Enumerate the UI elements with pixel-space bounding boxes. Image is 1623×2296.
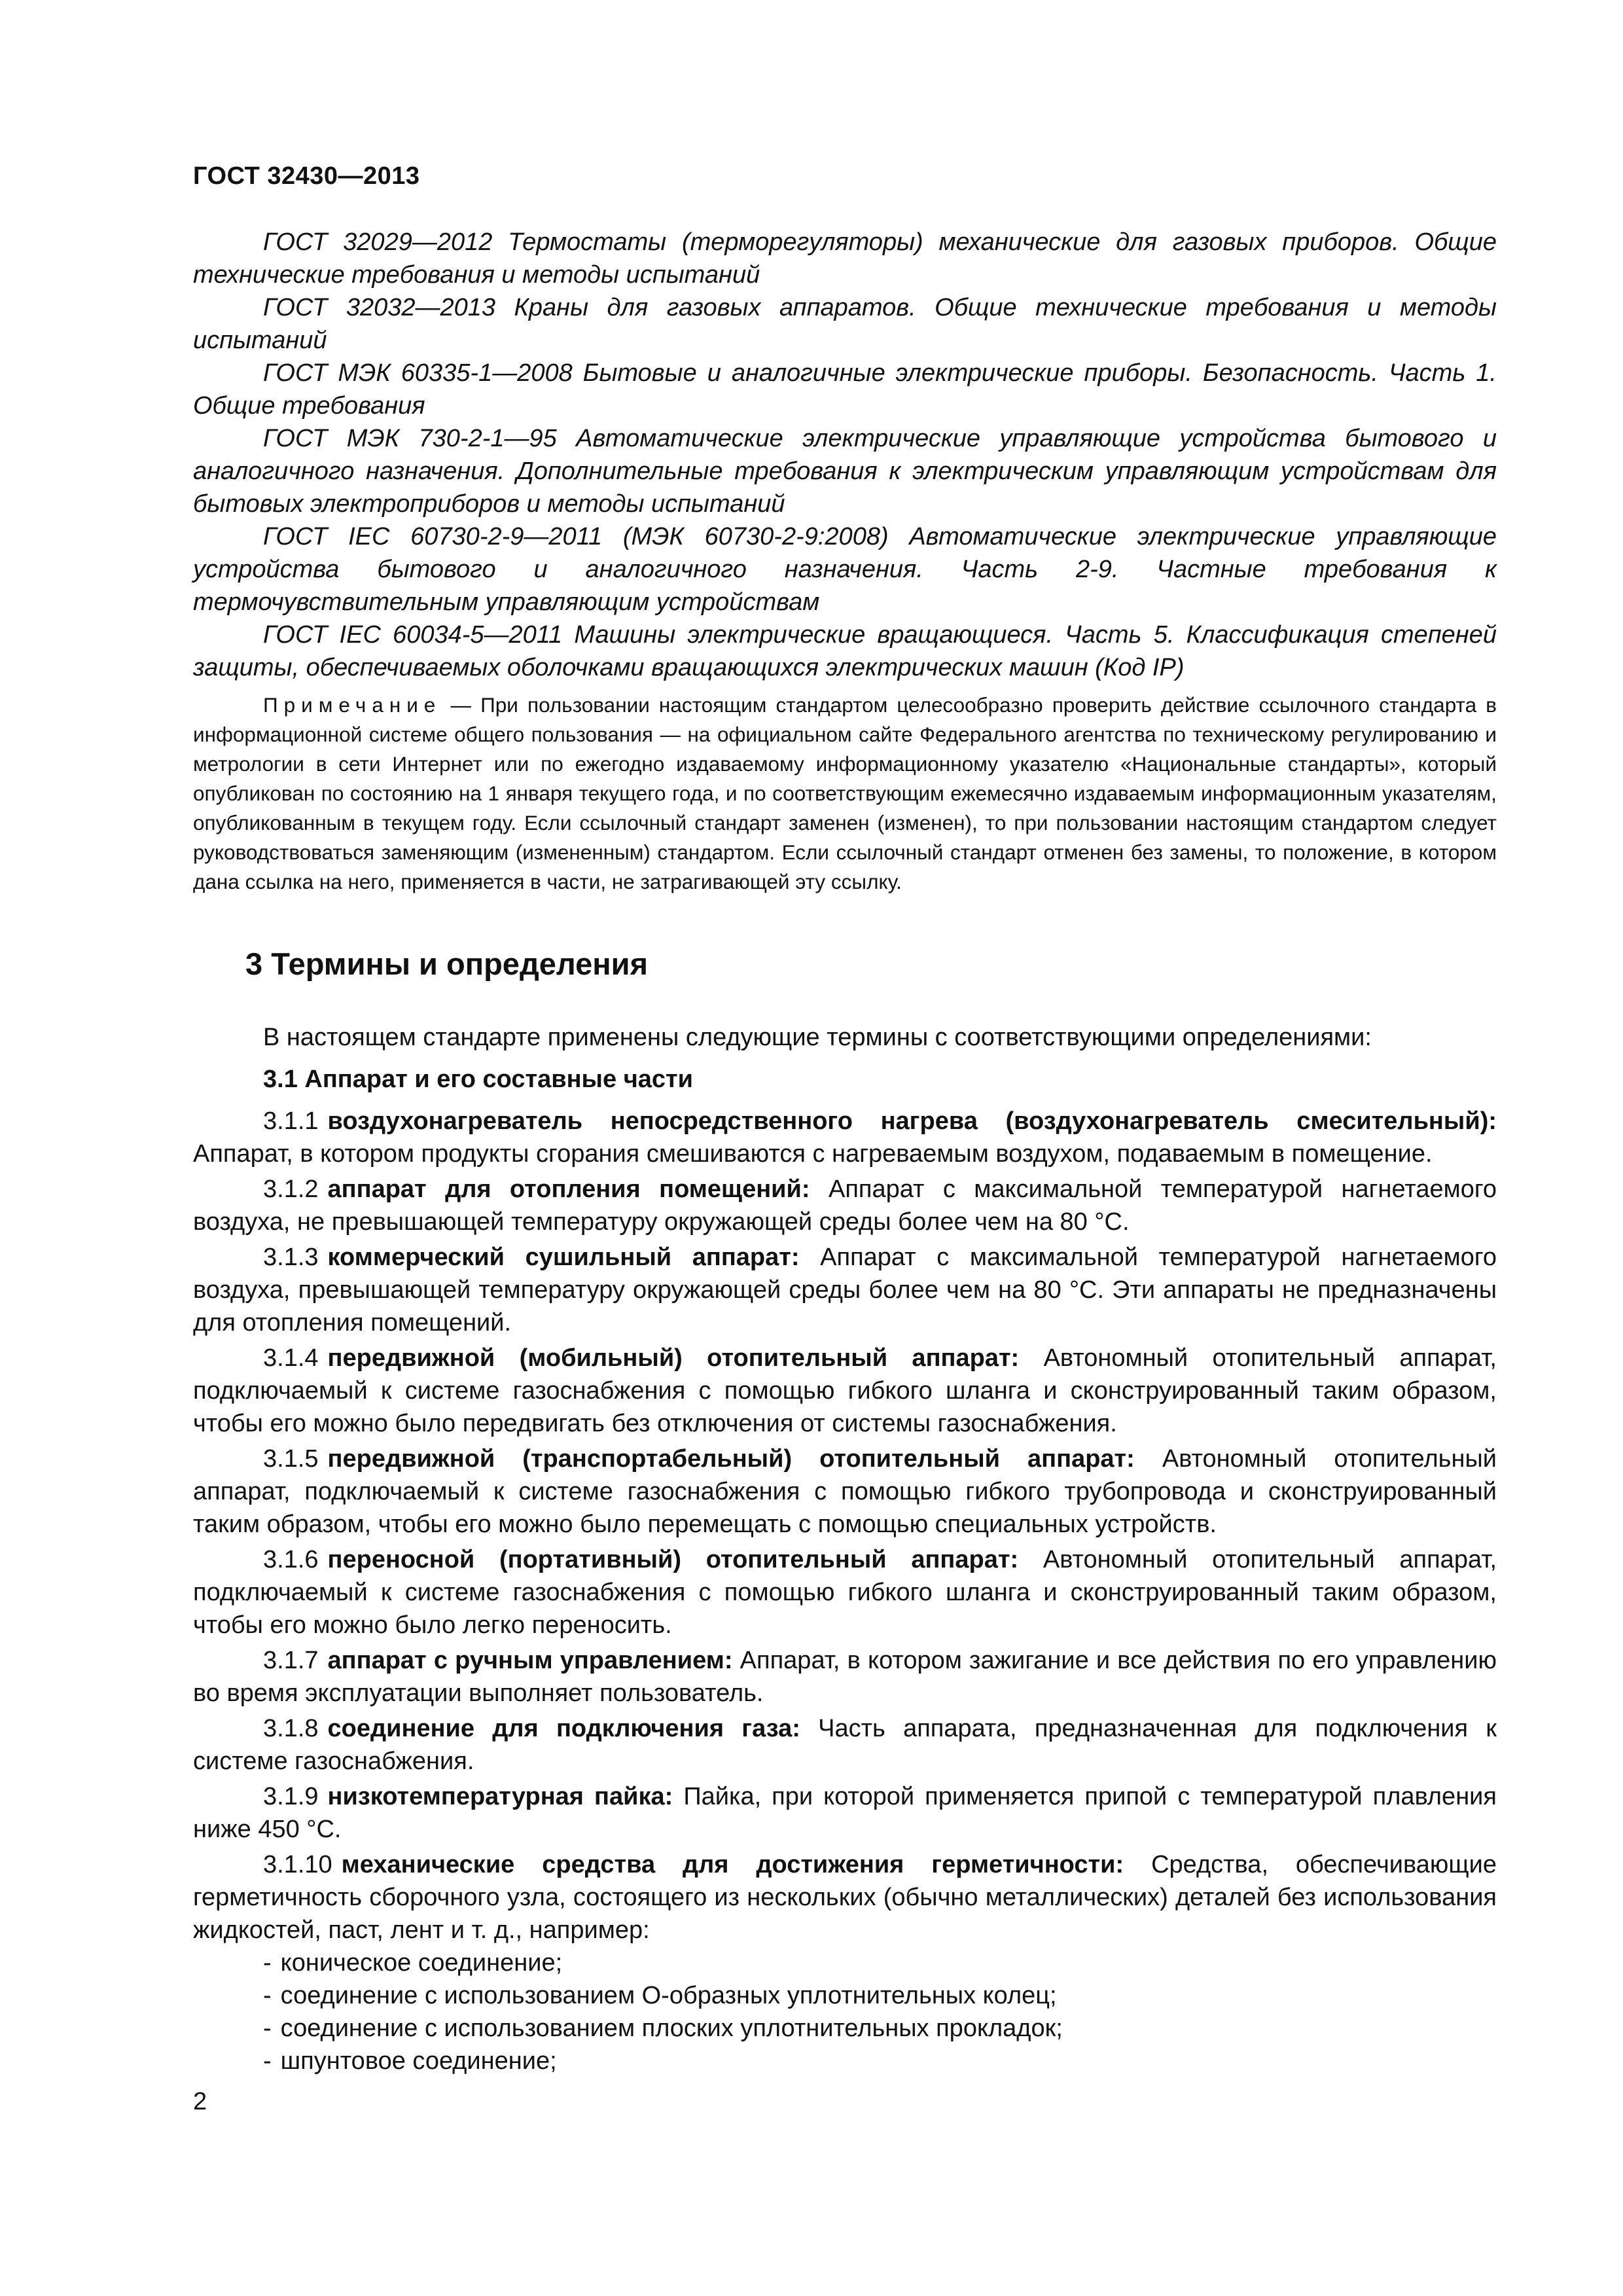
term-definition: Аппарат с максимальной температурой нагнетаемого воздуха, превышающей температуру окружающей среды более чем на 80 °С. Эти аппараты не предназначены для отопления помещений. — [193, 1244, 1497, 1336]
list-dash: - — [263, 1982, 272, 2009]
page-number: 2 — [193, 2088, 207, 2115]
list-item-text: соединение с использованием О-образных уплотнительных колец; — [280, 1982, 1057, 2009]
normative-references — [193, 226, 1497, 684]
reference-item: ГОСТ МЭК 730-2-1—95 Автоматические электрические управляющие устройства бытового и аналогичного назначения. Дополнительные требования к электрическим управляющим устройствам для бытовых электроприборов и методы испытаний — [193, 425, 1497, 518]
note-block — [193, 691, 1497, 897]
list-item — [193, 1946, 1497, 1979]
term-number: 3.1.4 — [263, 1344, 319, 1372]
term-name: передвижной (транспортабельный) отопительный аппарат: — [327, 1445, 1135, 1473]
term-number: 3.1.1 — [263, 1107, 319, 1135]
list-dash: - — [263, 1949, 272, 1977]
list-item-text: коническое соединение; — [280, 1949, 563, 1977]
list-item — [193, 2012, 1497, 2045]
term-name: соединение для подключения газа: — [327, 1715, 800, 1742]
term-number: 3.1.6 — [263, 1546, 319, 1573]
list-item — [193, 2045, 1497, 2077]
term-entry — [193, 1848, 1497, 1946]
term-definition: Средства, обеспечивающие герметичность сборочного узла, состоящего из нескольких (обычно металлических) деталей без использования жидкостей, паст, лент и т. д., например: — [193, 1851, 1497, 1944]
section-intro: В настоящем стандарте применены следующие термины с соответствующими определениями: — [263, 1024, 1372, 1051]
term-entry — [193, 1173, 1497, 1238]
list-dash: - — [263, 2015, 272, 2042]
term-definition: Часть аппарата, предназначенная для подключения к системе газоснабжения. — [193, 1715, 1497, 1775]
term-definition: Пайка, при которой применяется припой с температурой плавления ниже 450 °С. — [193, 1783, 1497, 1843]
reference-item: ГОСТ МЭК 60335-1—2008 Бытовые и аналогичные электрические приборы. Безопасность. Часть 1. Общие требования — [193, 359, 1497, 420]
term-definition: Аппарат, в котором зажигание и все действия по его управлению во время эксплуатации выполняет пользователь. — [193, 1647, 1497, 1707]
term-definition: Автономный отопительный аппарат, подключаемый к системе газоснабжения с помощью гибкого шланга и сконструированный таким образом, чтобы его можно было легко переносить. — [193, 1546, 1497, 1639]
term-entry — [193, 1443, 1497, 1541]
section-title: 3 Термины и определения — [245, 946, 648, 981]
bullet-list — [193, 1946, 1497, 2077]
reference-item: ГОСТ 32032—2013 Краны для газовых аппаратов. Общие технические требования и методы испытаний — [193, 294, 1497, 354]
term-name: механические средства для достижения герметичности: — [341, 1851, 1124, 1878]
term-name: аппарат с ручным управлением: — [327, 1647, 733, 1674]
term-entry — [193, 1543, 1497, 1641]
term-number: 3.1.8 — [263, 1715, 319, 1742]
term-number: 3.1.3 — [263, 1244, 319, 1271]
term-entry — [193, 1241, 1497, 1339]
term-number: 3.1.2 — [263, 1175, 319, 1203]
list-item — [193, 1979, 1497, 2012]
document-header: ГОСТ 32430—2013 — [193, 162, 420, 190]
term-entry — [193, 1342, 1497, 1440]
term-name: переносной (портативный) отопительный аппарат: — [327, 1546, 1019, 1573]
term-number: 3.1.10 — [263, 1851, 332, 1878]
term-number: 3.1.5 — [263, 1445, 319, 1473]
reference-item: ГОСТ IEC 60034-5—2011 Машины электрические вращающиеся. Часть 5. Классификация степеней защиты, обеспечиваемых оболочками вращающихся электрических машин (Код IP) — [193, 621, 1497, 681]
term-name: низкотемпературная пайка: — [327, 1783, 673, 1810]
term-definition: Автономный отопительный аппарат, подключаемый к системе газоснабжения с помощью гибкого шланга и сконструированный таким образом, чтобы его можно было передвигать без отключения от системы газоснабжения. — [193, 1344, 1497, 1437]
section-body — [193, 1021, 1497, 2077]
note-text: При пользовании настоящим стандартом целесообразно проверить действие ссылочного стандарта в информационной системе общего пользования — на официальном сайте Федерального агентства по техническому регулированию и метрологии в сети Интернет или по ежегодно издаваемому информационному указателю «Национальные стандарты», который опубликован по состоянию на 1 января текущего года, и по соответствующим ежемесячно издаваемым информационным указателям, опубликованным в текущем году. Если ссылочный стандарт заменен (изменен), то при пользовании настоящим стандартом следует руководствоваться заменяющим (измененным) стандартом. Если ссылочный стандарт отменен без замены, то положение, в котором дана ссылка на него, применяется в части, не затрагивающей эту ссылку. — [193, 693, 1497, 893]
term-entry — [193, 1105, 1497, 1170]
reference-item: ГОСТ IEC 60730-2-9—2011 (МЭК 60730-2-9:2008) Автоматические электрические управляющие устройства бытового и аналогичного назначения. Часть 2-9. Частные требования к термочувствительным управляющим устройствам — [193, 523, 1497, 616]
term-entry — [193, 1712, 1497, 1778]
term-name: аппарат для отопления помещений: — [327, 1175, 810, 1203]
term-number: 3.1.7 — [263, 1647, 319, 1674]
note-label: Примечание — [263, 693, 442, 717]
term-name: передвижной (мобильный) отопительный аппарат: — [327, 1344, 1020, 1372]
term-entry — [193, 1644, 1497, 1710]
term-definition: Аппарат с максимальной температурой нагнетаемого воздуха, не превышающей температуру окружающей среды более чем на 80 °С. — [193, 1175, 1497, 1236]
subsection-heading: 3.1 Аппарат и его составные части — [263, 1066, 694, 1093]
note-dash: — — [441, 693, 481, 717]
term-definition: Аппарат, в котором продукты сгорания смешиваются с нагреваемым воздухом, подаваемым в помещение. — [193, 1140, 1433, 1168]
list-item-text: шпунтовое соединение; — [280, 2047, 557, 2075]
term-name: коммерческий сушильный аппарат: — [327, 1244, 800, 1271]
term-name: воздухонагреватель непосредственного нагрева (воздухонагреватель смесительный): — [327, 1107, 1497, 1135]
reference-item: ГОСТ 32029—2012 Термостаты (терморегуляторы) механические для газовых приборов. Общие технические требования и методы испытаний — [193, 228, 1497, 289]
term-number: 3.1.9 — [263, 1783, 319, 1810]
list-item-text: соединение с использованием плоских уплотнительных прокладок; — [280, 2015, 1063, 2042]
note-paragraph — [193, 691, 1497, 897]
term-entry — [193, 1780, 1497, 1846]
term-definition: Автономный отопительный аппарат, подключаемый к системе газоснабжения с помощью гибкого трубопровода и сконструированный таким образом, чтобы его можно было перемещать с помощью специальных устройств. — [193, 1445, 1497, 1538]
list-dash: - — [263, 2047, 272, 2075]
